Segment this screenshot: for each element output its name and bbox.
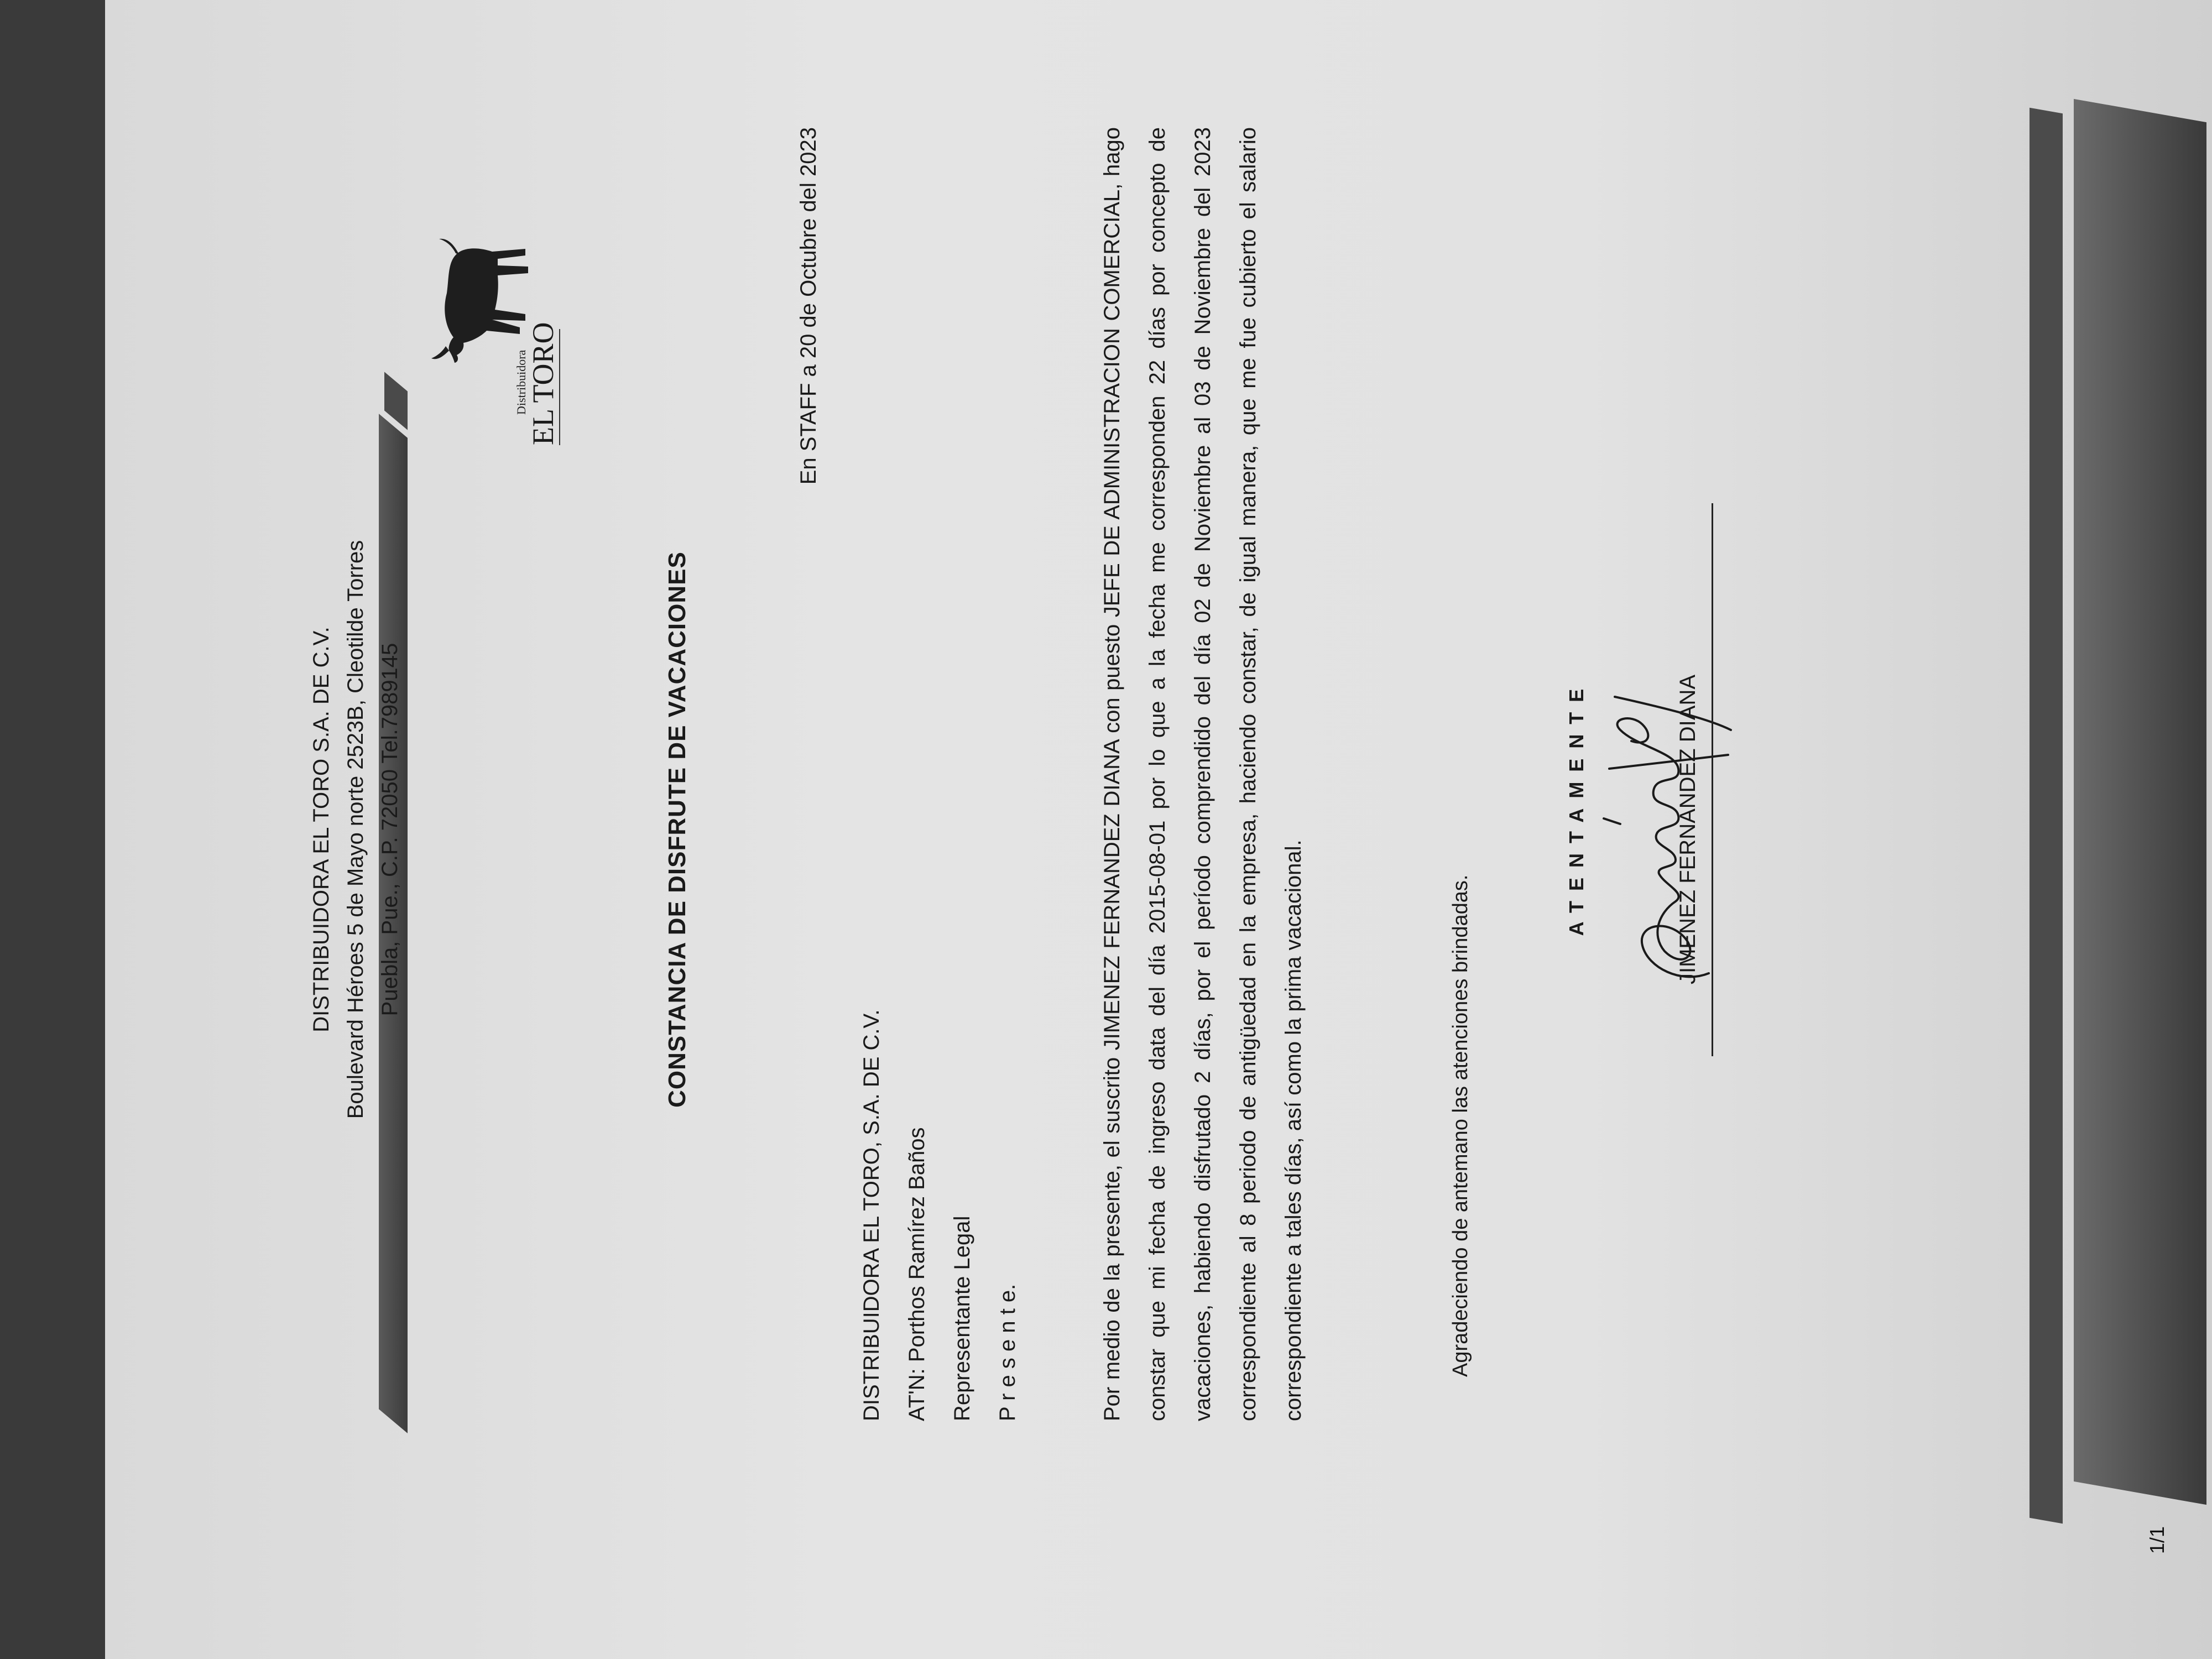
signer-name: JIMENEZ FERNANDEZ DIANA bbox=[1676, 674, 1700, 985]
date-line: En STAFF a 20 de Octubre del 2023 bbox=[796, 127, 821, 485]
page-number: 1/1 bbox=[2146, 1526, 2168, 1554]
document-title: CONSTANCIA DE DISFRUTE DE VACACIONES bbox=[664, 551, 691, 1108]
bull-icon bbox=[431, 239, 528, 363]
closing-atentamente: ATENTAMENTE bbox=[1565, 679, 1588, 936]
handwritten-signature bbox=[1598, 608, 1742, 1006]
address-line-2: Puebla, Pue., C.P. 72050 Tel.7989145 bbox=[378, 643, 402, 1016]
el-toro-logo bbox=[415, 232, 581, 476]
logo-brand-name: EL TORO bbox=[526, 322, 560, 445]
logo-small-word: Distribuidora bbox=[514, 349, 528, 415]
closing-thanks: Agradeciendo de antemano las atenciones brindadas. bbox=[1449, 874, 1472, 1377]
recipient-company: DISTRIBUIDORA EL TORO, S.A. DE C.V. bbox=[859, 1009, 884, 1421]
signature-line bbox=[1712, 503, 1713, 1056]
decorative-footer-bar bbox=[2074, 99, 2206, 1505]
body-paragraph: Por medio de la presente, el suscrito JIMENEZ FERNANDEZ DIANA con puesto JEFE DE ADMINISTRACION COMERCIAL, hago constar que mi fecha de ingreso data del día 2015-08-01 por lo que a la fecha me corresponden 22 días por concepto de vacaciones, habiendo disfrutado 2 días, por el período comprendido del día 02 de Noviembre al 03 de Noviembre del 2023 correspondiente al 8 periodo de antigüedad en la empresa, haciendo constar, de igual manera, que me fue cubierto el salario correspondiente a tales días, así como la prima vacacional. bbox=[1100, 127, 1306, 1421]
recipient-block bbox=[849, 1009, 1030, 1421]
address-line-1: Boulevard Héroes 5 de Mayo norte 2523B, Cleotilde Torres bbox=[343, 540, 368, 1119]
letterhead bbox=[304, 0, 407, 1659]
company-name: DISTRIBUIDORA EL TORO S.A. DE C.V. bbox=[309, 627, 333, 1032]
decorative-footer-bar-thin bbox=[2030, 108, 2063, 1524]
recipient-attention: AT'N: Porthos Ramírez Baños bbox=[905, 1127, 929, 1421]
recipient-presente: P r e s e n t e. bbox=[995, 1284, 1020, 1421]
document-page bbox=[105, 0, 2212, 1659]
recipient-role: Representante Legal bbox=[950, 1215, 974, 1421]
paper-sheet bbox=[105, 0, 2212, 1659]
